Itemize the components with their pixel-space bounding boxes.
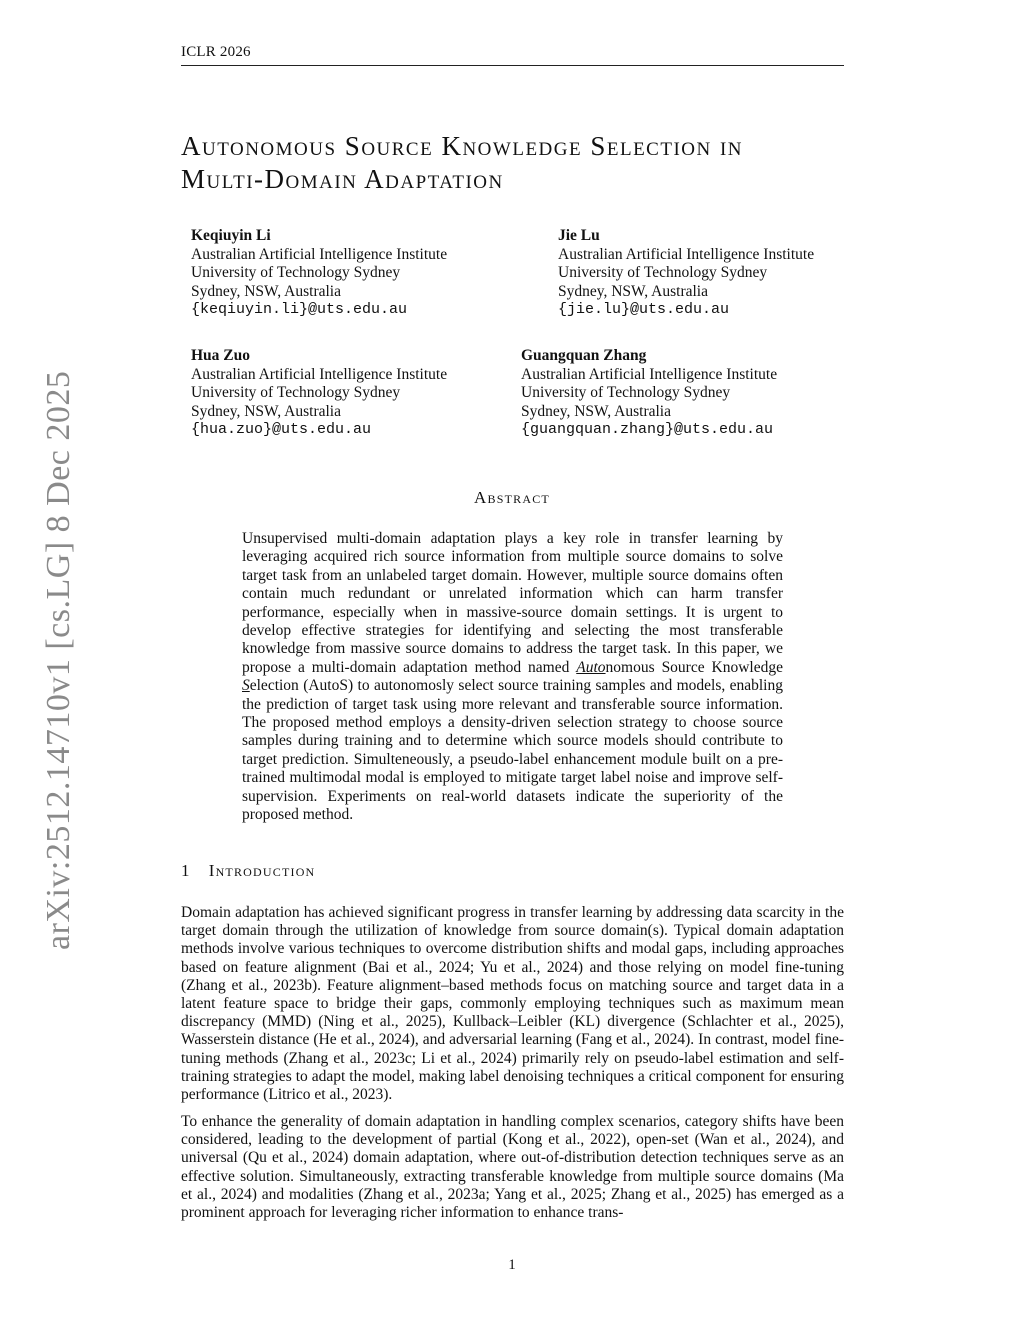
abstract-emphasis-auto: Auto	[576, 658, 606, 676]
abstract-text-part-3: election (AutoS) to autonomosly select source training samples and models, enabling the prediction of target task using more relevant and transferable source information. The proposed method employs a density-driven selection strategy to choose source samples during training and to determine which source models should contribute to target prediction. Simulteneously, a pseudo-label enhancement module built on a pre-trained multimodal modal is employed to mitigate target label noise and improve self-supervision. Experiments on real-world datasets indicate the superiority of the proposed method.	[242, 677, 783, 824]
author-name: Keqiuyin Li	[191, 227, 271, 244]
author-block-2	[558, 227, 814, 320]
paper-title	[181, 130, 861, 196]
intro-paragraph-2: To enhance the generality of domain adaptation in handling complex scenarios, category shifts have been considered, leading to the development of partial (Kong et al., 2022), open-set (Wan et al., 2024), and universal (Qu et al., 2024) domain adaptation, where out-of-distribution detection techniques serve as an effective solution. Simultaneously, extracting transferable knowledge from multiple source domains (Ma et al., 2024) and modalities (Zhang et al., 2023a; Yang et al., 2025; Zhang et al., 2025) has emerged as a prominent approach for leveraging richer information to enhance trans-	[181, 1113, 844, 1222]
section-heading-introduction	[181, 861, 315, 881]
author-email: {keqiuyin.li}@uts.edu.au	[191, 301, 408, 319]
abstract-text-part-1: Unsupervised multi-domain adaptation plays a key role in transfer learning by leveraging acquired rich source information from multiple source domains to solve target task from an unlabeled target domain. However, multiple source domains often contain much redundant or unrelated information which can harm transfer performance, especially when in massive-source domain settings. It is urgent to develop effective strategies for identifying and selecting the most transferable knowledge from massive source domains to address the target task. In this paper, we propose a multi-domain adaptation method named	[242, 530, 783, 676]
author-block-4	[521, 347, 777, 440]
author-institute: Australian Artificial Intelligence Institute	[558, 245, 815, 263]
author-name: Guangquan Zhang	[521, 347, 647, 364]
author-name: Hua Zuo	[191, 347, 251, 364]
abstract-emphasis-s: S	[242, 677, 250, 695]
author-location: Sydney, NSW, Australia	[558, 282, 708, 300]
author-university: University of Technology Sydney	[521, 384, 731, 402]
author-email: {guangquan.zhang}@uts.edu.au	[521, 421, 774, 439]
author-institute: Australian Artificial Intelligence Institute	[191, 365, 448, 383]
paper-title-line-1: Autonomous Source Knowledge Selection in	[181, 131, 744, 161]
author-location: Sydney, NSW, Australia	[521, 402, 671, 420]
author-university: University of Technology Sydney	[191, 264, 401, 282]
arxiv-stamp	[40, 370, 82, 960]
author-institute: Australian Artificial Intelligence Institute	[521, 365, 778, 383]
arxiv-stamp-text: arXiv:2512.14710v1 [cs.LG] 8 Dec 2025	[40, 370, 77, 950]
author-email: {hua.zuo}@uts.edu.au	[191, 421, 372, 439]
header-divider	[181, 65, 844, 66]
abstract-text-part-2: nomous Source Knowledge	[605, 658, 783, 676]
venue-header: ICLR 2026	[181, 44, 251, 60]
author-name: Jie Lu	[558, 227, 600, 244]
author-university: University of Technology Sydney	[191, 384, 401, 402]
author-block-3	[191, 347, 447, 440]
abstract-body	[242, 530, 783, 825]
section-title: Introduction	[208, 861, 316, 880]
author-location: Sydney, NSW, Australia	[191, 282, 341, 300]
author-location: Sydney, NSW, Australia	[191, 402, 341, 420]
section-number: 1	[181, 861, 191, 880]
author-email: {jie.lu}@uts.edu.au	[558, 301, 730, 319]
page-number: 1	[508, 1257, 516, 1273]
author-block-1	[191, 227, 447, 320]
intro-paragraph-1: Domain adaptation has achieved significant progress in transfer learning by addressing data scarcity in the target domain through the utilization of knowledge from source domain(s). Typical domain adaptation methods involve various techniques to overcome distribution shifts and modal gaps, including approaches based on feature alignment (Bai et al., 2024; Yu et al., 2024) and those relying on model fine-tuning (Zhang et al., 2023b). Feature alignment–based methods focus on matching source and target data in a latent feature space to bridge their gaps, commonly employing techniques such as maximum mean discrepancy (MMD) (Ning et al., 2025), Kullback–Leibler (KL) divergence (Schlachter et al., 2025), Wasserstein distance (He et al., 2024), and adversarial learning (Fang et al., 2024). In contrast, model fine-tuning methods (Zhang et al., 2023c; Li et al., 2024) primarily rely on pseudo-label estimation and self-training strategies to adapt the model, making label denoising techniques a critical component for ensuring performance (Litrico et al., 2023).	[181, 904, 844, 1104]
author-institute: Australian Artificial Intelligence Institute	[191, 245, 448, 263]
author-university: University of Technology Sydney	[558, 264, 768, 282]
paper-title-line-2: Multi-Domain Adaptation	[181, 164, 504, 194]
abstract-heading: Abstract	[474, 488, 550, 507]
